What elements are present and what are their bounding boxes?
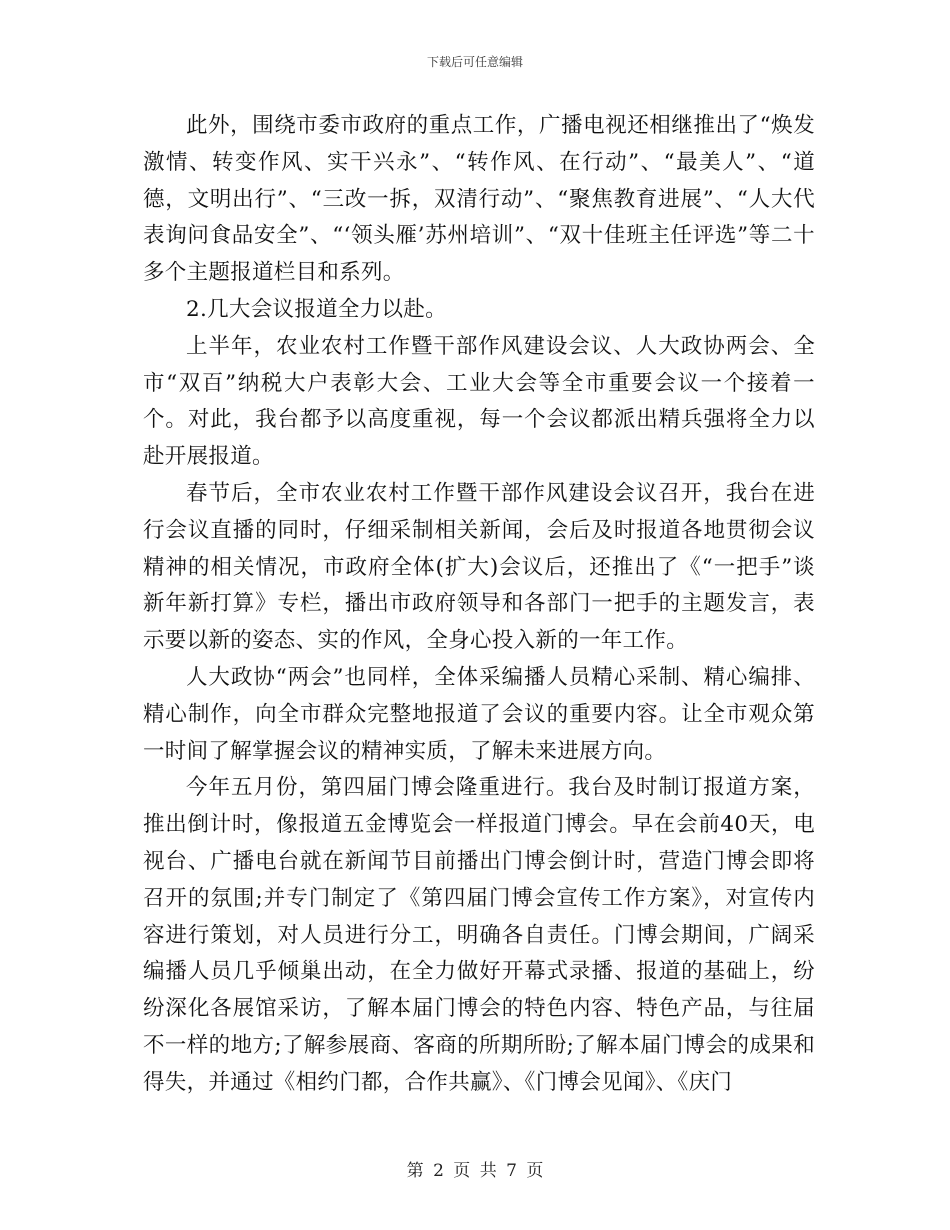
document-body [143, 108, 815, 1102]
paragraph: 此外，围绕市委市政府的重点工作，广播电视还相继推出了“焕发激情、转变作风、实干兴永”、“转作风、在行动”、“最美人”、“道德，文明出行”、“三改一拆，双清行动”、“聚焦教育进展”、“人大代表询问食品安全”、“‘领头雁’苏州培训”、“双十佳班主任评选”等二十多个主题报道栏目和系列。 [143, 113, 815, 286]
paragraph: 人大政协“两会”也同样，全体采编播人员精心采制、精心编排、精心制作，向全市群众完整地报道了会议的重要内容。让全市观众第一时间了解掌握会议的精神实质，了解未来进展方向。 [143, 664, 815, 764]
section-heading: 2.几大会议报道全力以赴。 [186, 296, 447, 322]
page-header: 下载后可任意编辑 [426, 55, 523, 69]
paragraph: 上半年，农业农村工作暨干部作风建设会议、人大政协两会、全市“双百”纳税大户表彰大会、工业大会等全市重要会议一个接着一个。对此，我台都予以高度重视，每一个会议都派出精兵强将全力以赴开展报道。 [143, 333, 815, 470]
page-number: 第 2 页 共 7 页 [406, 1161, 544, 1181]
paragraph: 春节后，全市农业农村工作暨干部作风建设会议召开，我台在进行会议直播的同时，仔细采制相关新闻，会后及时报道各地贯彻会议精神的相关情况，市政府全体(扩大)会议后，还推出了《“一把手”谈新年新打算》专栏，播出市政府领导和各部门一把手的主题发言，表示要以新的姿态、实的作风，全身心投入新的一年工作。 [143, 480, 815, 654]
paragraph: 今年五月份，第四届门博会隆重进行。我台及时制订报道方案，推出倒计时，像报道五金博览会一样报道门博会。早在会前40天，电视台、广播电台就在新闻节目前播出门博会倒计时，营造门博会即将召开的氛围;并专门制定了《第四届门博会宣传工作方案》，对宣传内容进行策划，对人员进行分工，明确各自责任。门博会期间，广阔采编播人员几乎倾巢出动，在全力做好开幕式录播、报道的基础上，纷纷深化各展馆采访，了解本届门博会的特色内容、特色产品，与往届不一样的地方;了解参展商、客商的所期所盼;了解本届门博会的成果和得失，并通过《相约门都，合作共赢》、《门博会见闻》、《庆门 [143, 775, 815, 1095]
